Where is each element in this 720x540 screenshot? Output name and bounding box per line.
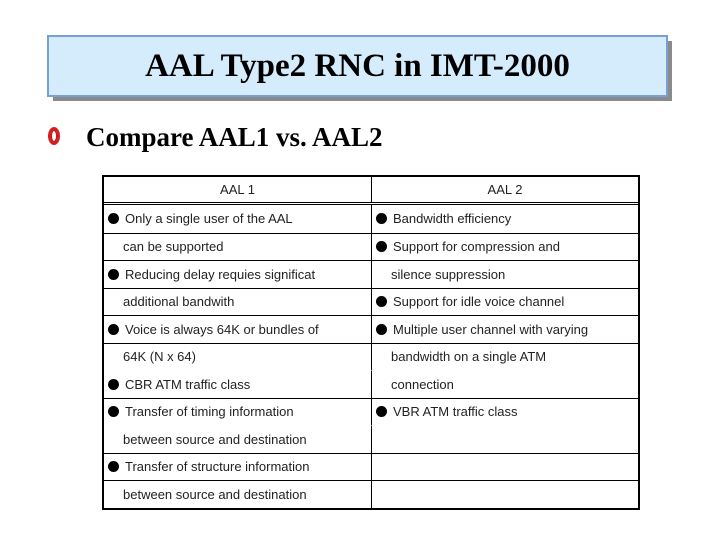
bullet-dot-icon bbox=[108, 406, 119, 417]
cell-text: Bandwidth efficiency bbox=[393, 211, 512, 227]
bullet-dot-icon bbox=[108, 213, 119, 224]
cell-text: between source and destination bbox=[123, 431, 307, 447]
bullet-dot-icon bbox=[376, 213, 387, 224]
aal1-cell bbox=[104, 454, 372, 481]
title-box bbox=[47, 35, 668, 97]
table-row bbox=[104, 453, 638, 481]
aal1-cell bbox=[104, 316, 372, 343]
cell-text: connection bbox=[391, 376, 454, 392]
aal2-cell bbox=[372, 481, 638, 508]
aal2-cell bbox=[372, 234, 638, 261]
table-row bbox=[104, 315, 638, 343]
table-row bbox=[104, 205, 638, 233]
aal2-cell bbox=[372, 399, 638, 426]
aal2-cell bbox=[372, 261, 638, 288]
cell-text: CBR ATM traffic class bbox=[125, 376, 251, 392]
aal2-cell bbox=[372, 316, 638, 343]
table-row bbox=[104, 370, 638, 398]
aal1-cell bbox=[104, 425, 372, 453]
bullet-dot-icon bbox=[376, 324, 387, 335]
bullet-dot-icon bbox=[108, 324, 119, 335]
header-aal2: AAL 2 bbox=[487, 182, 523, 197]
subtitle: Compare AAL1 vs. AAL2 bbox=[86, 122, 383, 152]
table-row bbox=[104, 398, 638, 426]
bullet-dot-icon bbox=[108, 269, 119, 280]
table-row bbox=[104, 343, 638, 371]
cell-text: Only a single user of the AAL bbox=[125, 211, 293, 227]
aal2-cell bbox=[372, 344, 638, 371]
table-row bbox=[104, 425, 638, 453]
table-header bbox=[104, 177, 638, 205]
cell-text: Multiple user channel with varying bbox=[393, 321, 589, 337]
bullet-dot-icon bbox=[376, 406, 387, 417]
aal1-cell bbox=[104, 370, 372, 398]
cell-text: Support for compression and bbox=[393, 239, 560, 255]
aal2-cell bbox=[372, 425, 638, 453]
cell-text: Reducing delay requies significat bbox=[125, 266, 316, 282]
cell-text: Voice is always 64K or bundles of bbox=[125, 321, 319, 337]
table-row bbox=[104, 288, 638, 316]
aal2-cell bbox=[372, 454, 638, 481]
bullet-dot-icon bbox=[376, 241, 387, 252]
aal1-cell bbox=[104, 289, 372, 316]
cell-text: Transfer of structure information bbox=[125, 459, 310, 475]
comparison-table bbox=[102, 175, 640, 510]
aal1-cell bbox=[104, 234, 372, 261]
aal1-cell bbox=[104, 205, 372, 233]
cell-text: 64K (N x 64) bbox=[123, 349, 196, 365]
bullet-dot-icon bbox=[376, 296, 387, 307]
bullet-dot-icon bbox=[108, 461, 119, 472]
aal1-cell bbox=[104, 399, 372, 426]
cell-text: can be supported bbox=[123, 239, 224, 255]
cell-text: Support for idle voice channel bbox=[393, 294, 565, 310]
header-aal1: AAL 1 bbox=[104, 177, 372, 202]
ring-bullet-icon bbox=[48, 127, 60, 145]
aal2-cell bbox=[372, 289, 638, 316]
aal1-cell bbox=[104, 481, 372, 508]
cell-text: additional bandwith bbox=[123, 294, 235, 310]
aal2-cell bbox=[372, 205, 638, 233]
aal1-cell bbox=[104, 344, 372, 371]
bullet-dot-icon bbox=[108, 379, 119, 390]
page-title: AAL Type2 RNC in IMT-2000 bbox=[145, 47, 570, 84]
table-row bbox=[104, 260, 638, 288]
cell-text: between source and destination bbox=[123, 486, 307, 502]
cell-text: silence suppression bbox=[391, 266, 506, 282]
cell-text: Transfer of timing information bbox=[125, 404, 294, 420]
cell-text: bandwidth on a single ATM bbox=[391, 349, 547, 365]
aal2-cell bbox=[372, 370, 638, 398]
cell-text: VBR ATM traffic class bbox=[393, 404, 518, 420]
table-row bbox=[104, 233, 638, 261]
table-row bbox=[104, 480, 638, 508]
aal1-cell bbox=[104, 261, 372, 288]
